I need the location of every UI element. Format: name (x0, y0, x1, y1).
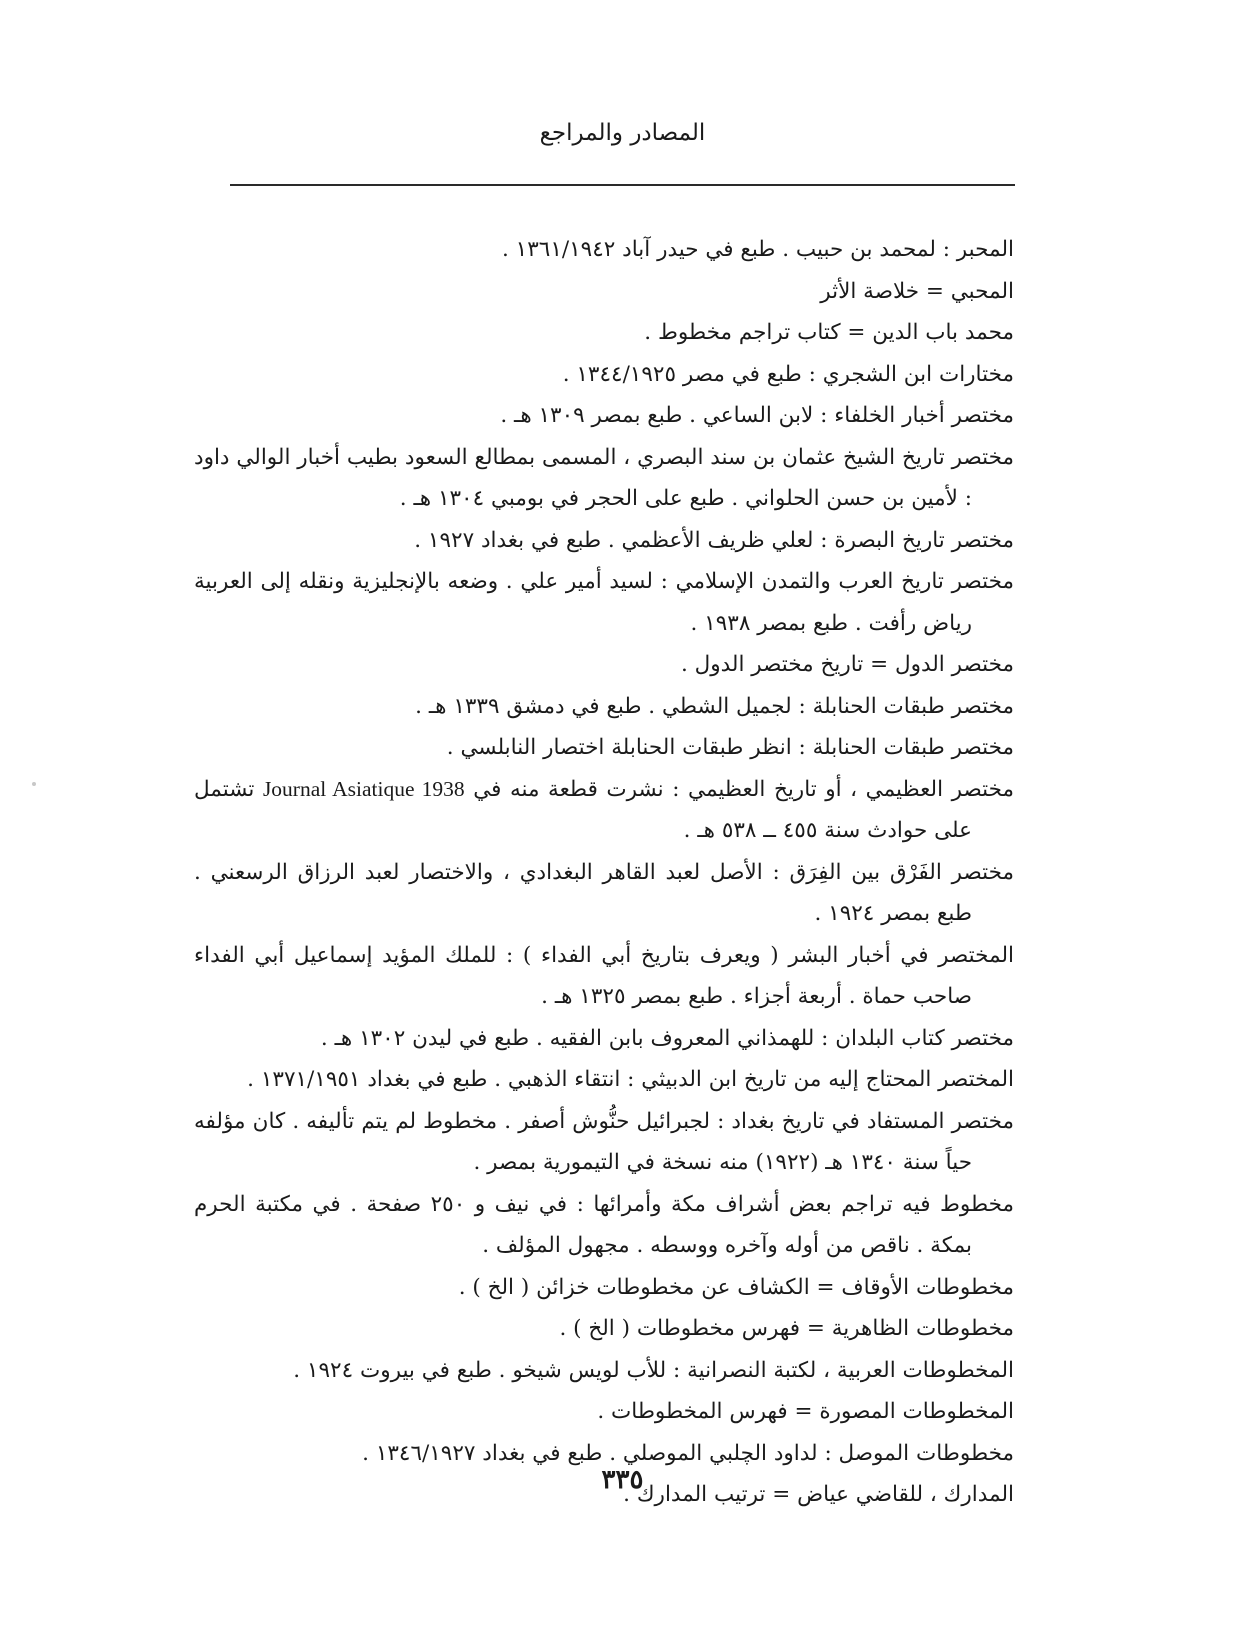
azimi-entry-continuation: تشتمل على حوادث سنة ٤٥٥ ــ ٥٣٨ هـ . (194, 776, 972, 843)
bibliography-entry: مختصر تاريخ الشيخ عثمان بن سند البصري ، المسمى بمطالع السعود بطيب أخبار الوالي داود : لأمين بن حسن الحلواني . طبع على الحجر في بومبي ١٣٠٤ هـ . (194, 444, 1014, 511)
journal-title-latin: Journal Asiatique 1938 (262, 776, 465, 801)
bibliography-entry: المخطوطات العربية ، لكتبة النصرانية : للأب لويس شيخو . طبع في بيروت ١٩٢٤ . (293, 1357, 1014, 1383)
bibliography-entry: محمد باب الدين = كتاب تراجم مخطوط . (644, 320, 1014, 345)
bibliography-list (194, 229, 1014, 1516)
bibliography-entry: المختصر في أخبار البشر ( ويعرف بتاريخ أبي الفداء ) : للملك المؤيد إسماعيل أبي الفداء صاحب حماة . أربعة أجزاء . طبع بمصر ١٣٢٥ هـ . (194, 942, 1014, 1009)
bibliography-entry: مختصر كتاب البلدان : للهمذاني المعروف بابن الفقيه . طبع في ليدن ١٣٠٢ هـ . (320, 1025, 1014, 1051)
bibliography-entry: مختصر المستفاد في تاريخ بغداد : لجبرائيل حنُّوش أصفر . مخطوط لم يتم تأليفه . كان مؤلفه حياً سنة ١٣٤٠ هـ (١٩٢٢) منه نسخة في التيمورية بمصر . (194, 1108, 1014, 1175)
bibliography-entry: مخطوطات الأوقاف = الكشاف عن مخطوطات خزائن ( الخ ) . (458, 1274, 1014, 1300)
bibliography-entry: مختصر أخبار الخلفاء : لابن الساعي . طبع بمصر ١٣٠٩ هـ . (500, 403, 1014, 428)
bibliography-entry: المدارك ، للقاضي عياض = ترتيب المدارك . (623, 1482, 1014, 1507)
bibliography-entry: مخطوطات الظاهرية = فهرس مخطوطات ( الخ ) . (559, 1316, 1014, 1341)
running-head-title: المصادر والمراجع (539, 120, 706, 146)
bibliography-entry: المحبي = خلاصة الأثر (820, 278, 1014, 304)
bibliography-entry: المحبر : لمحمد بن حبيب . طبع في حيدر آباد ١٣٦١/١٩٤٢ . (502, 237, 1014, 262)
scan-speck (32, 782, 36, 786)
bibliography-entry: مختصر طبقات الحنابلة : انظر طبقات الحنابلة اختصار النابلسي . (446, 735, 1014, 760)
bibliography-entry: مختارات ابن الشجري : طبع في مصر ١٣٤٤/١٩٢٥ . (562, 361, 1014, 387)
bibliography-entry: مخطوطات الموصل : لداود الچلبي الموصلي . طبع في بغداد ١٣٤٦/١٩٢٧ . (362, 1440, 1014, 1466)
bibliography-entry: مختصر تاريخ البصرة : لعلي ظريف الأعظمي . طبع في بغداد ١٩٢٧ . (414, 527, 1014, 553)
bibliography-entry: مختصر تاريخ العرب والتمدن الإسلامي : لسيد أمير علي . وضعه بالإنجليزية ونقله إلى العربية رياض رأفت . طبع بمصر ١٩٣٨ . (194, 569, 1014, 636)
azimi-entry-text: مختصر العظيمي ، أو تاريخ العظيمي : نشرت قطعة منه في (473, 776, 1014, 802)
page-number: ٣٣٥ (601, 1465, 644, 1495)
bibliography-entry-azimi (194, 769, 1014, 852)
bibliography-entry: المخطوطات المصورة = فهرس المخطوطات . (597, 1399, 1014, 1424)
bibliography-entry: مخطوط فيه تراجم بعض أشراف مكة وأمرائها : في نيف و ٢٥٠ صفحة . في مكتبة الحرم بمكة . ناقص من أوله وآخره ووسطه . مجهول المؤلف . (194, 1191, 1015, 1258)
bibliography-entry: مختصر طبقات الحنابلة : لجميل الشطي . طبع في دمشق ١٣٣٩ هـ . (415, 693, 1014, 719)
bibliography-entry: مختصر الفَرْق بين الفِرَق : الأصل لعبد القاهر البغدادي ، والاختصار لعبد الرزاق الرسعني . طبع بمصر ١٩٢٤ . (194, 859, 1014, 926)
bibliography-entry: مختصر الدول = تاريخ مختصر الدول . (680, 652, 1014, 677)
bibliography-entry: المختصر المحتاج إليه من تاريخ ابن الدبيثي : انتقاء الذهبي . طبع في بغداد ١٣٧١/١٩٥١ . (247, 1067, 1014, 1092)
header-rule (230, 184, 1015, 186)
